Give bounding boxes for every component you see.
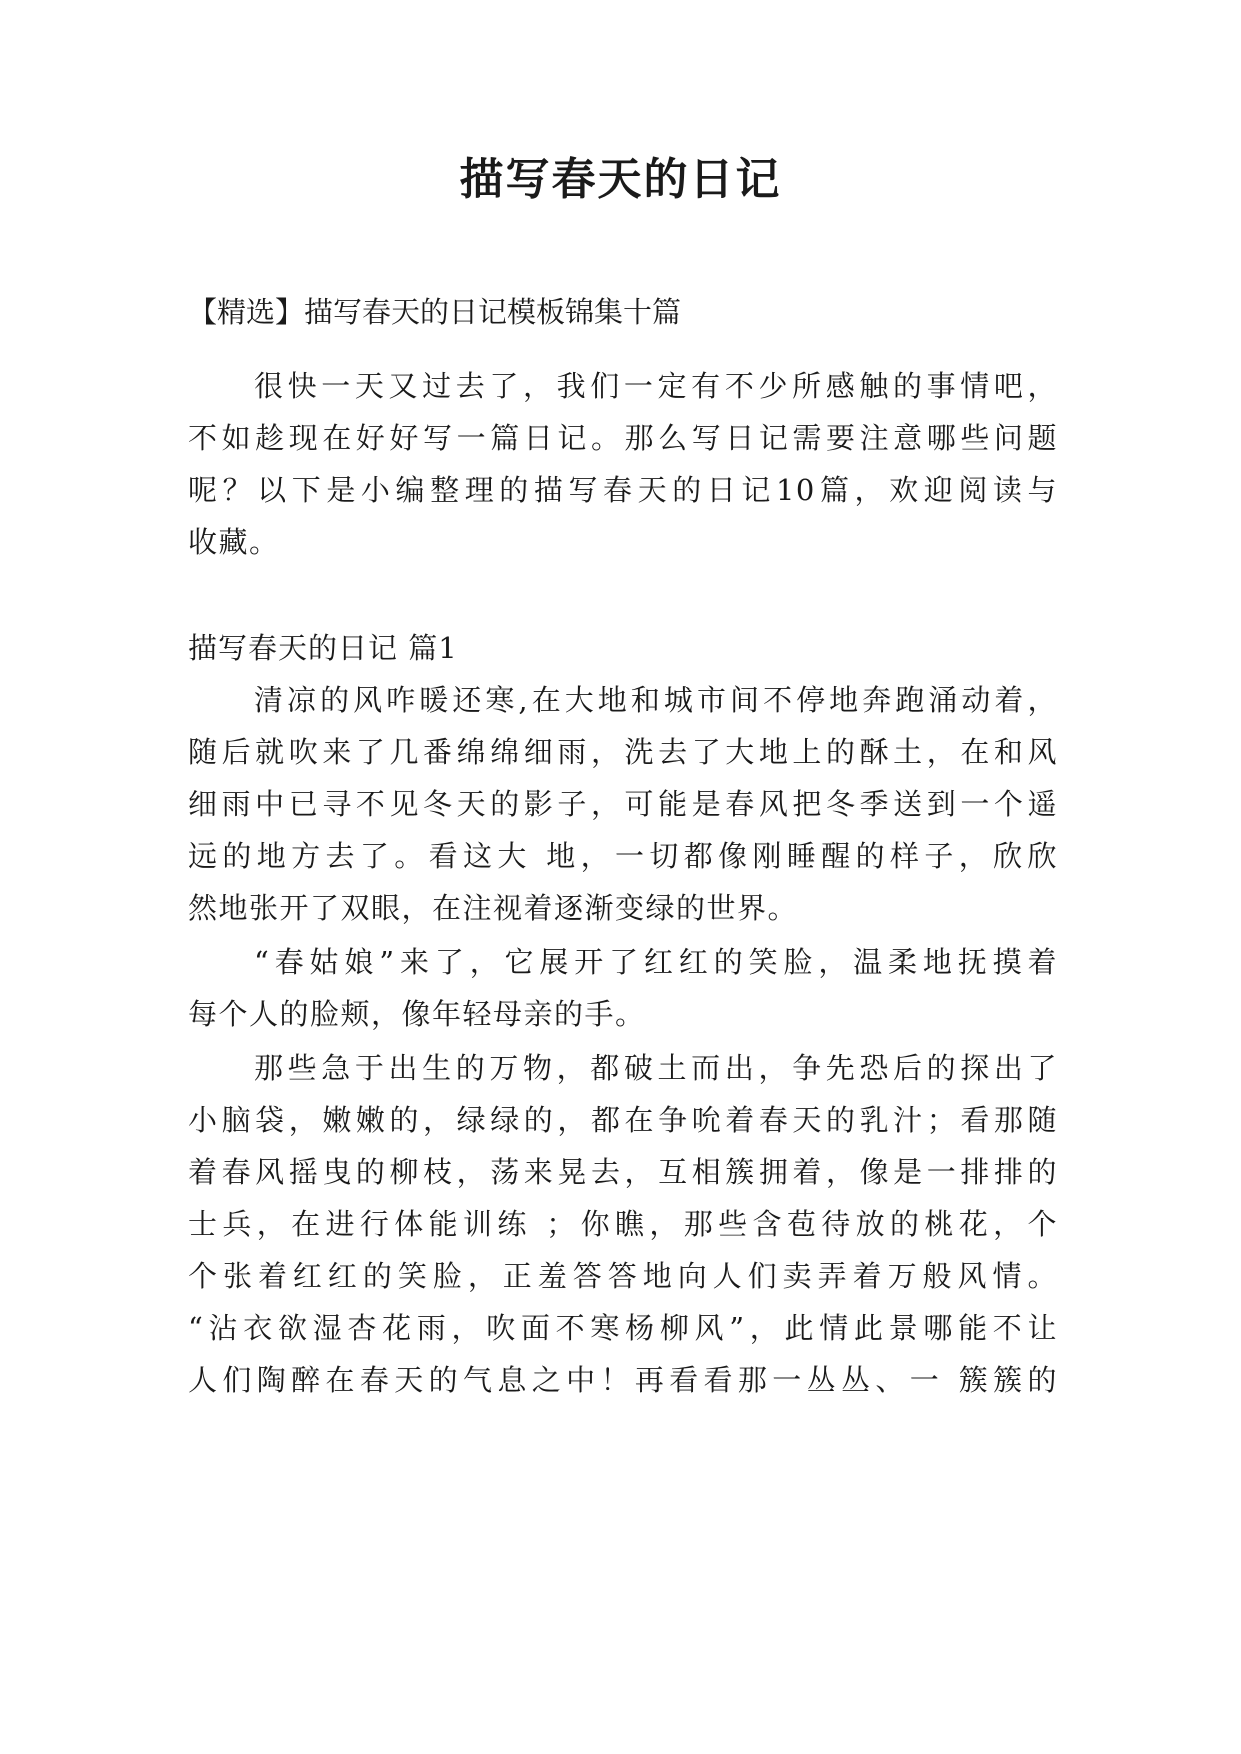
- paragraph-line: 随后就吹来了几番绵绵细雨，洗去了大地上的酥土，在和风: [188, 735, 1058, 769]
- paragraph-line: 清凉的风咋暖还寒,在大地和城市间不停地奔跑涌动着，: [254, 683, 1058, 717]
- paragraph-line: 小脑袋，嫩嫩的，绿绿的，都在争吮着春天的乳汁；看那随: [188, 1103, 1058, 1137]
- paragraph-line: 远的地方去了。看这大 地，一切都像刚睡醒的样子，欣欣: [188, 839, 1058, 873]
- paragraph-line: 然地张开了双眼，在注视着逐渐变绿的世界。: [188, 891, 799, 925]
- intro-line: 很快一天又过去了，我们一定有不少所感触的事情吧，: [254, 369, 1058, 403]
- paragraph-line: 士兵，在进行体能训练 ；你瞧，那些含苞待放的桃花，个: [188, 1207, 1058, 1241]
- intro-line: 呢？以下是小编整理的描写春天的日记10篇，欢迎阅读与: [188, 473, 1058, 507]
- paragraph-line: 每个人的脸颊，像年轻母亲的手。: [188, 997, 646, 1031]
- paragraph-line: 人们陶醉在春天的气息之中！再看看那一丛丛、一 簇簇的: [188, 1363, 1058, 1397]
- document-title: 描写春天的日记: [459, 154, 782, 205]
- paragraph-line: 细雨中已寻不见冬天的影子，可能是春风把冬季送到一个遥: [188, 787, 1058, 821]
- document-subtitle: 【精选】描写春天的日记模板锦集十篇: [188, 295, 682, 329]
- intro-line: 不如趁现在好好写一篇日记。那么写日记需要注意哪些问题: [188, 421, 1058, 455]
- paragraph-line: “沾衣欲湿杏花雨，吹面不寒杨柳风”，此情此景哪能不让: [188, 1311, 1058, 1345]
- paragraph-line: 那些急于出生的万物，都破土而出，争先恐后的探出了: [254, 1051, 1058, 1085]
- section-heading: 描写春天的日记 篇1: [188, 631, 458, 665]
- paragraph-line: 个张着红红的笑脸，正羞答答地向人们卖弄着万般风情。: [188, 1259, 1058, 1293]
- paragraph-line: “春姑娘”来了，它展开了红红的笑脸，温柔地抚摸着: [254, 945, 1058, 979]
- intro-line: 收藏。: [188, 525, 280, 559]
- paragraph-line: 着春风摇曳的柳枝，荡来晃去，互相簇拥着，像是一排排的: [188, 1155, 1058, 1189]
